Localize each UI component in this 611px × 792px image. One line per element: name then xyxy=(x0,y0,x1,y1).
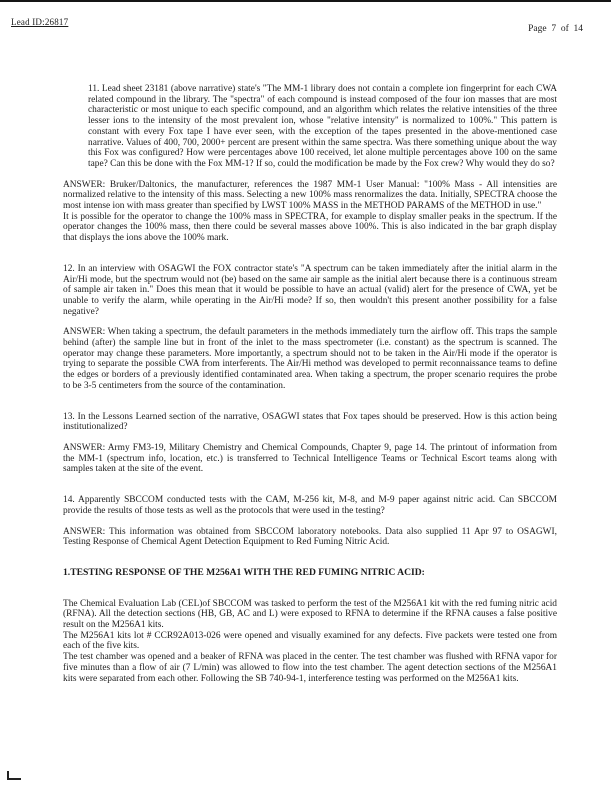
page-number: Page 7 of 14 xyxy=(528,24,583,34)
question-11: 11. Lead sheet 23181 (above narrative) state's "The MM-1 library does not contain a complete ion fingerprint for each CWA related compound in the library. The "spectra" of each compound is instead composed of the four ion masses that are most characteristic or most unique to each specific compound, and an algorithm which relates the relative intensities of the three lesser ions to the intensity of the most prevalent ion, whose "relative intensity" is normalized to 100%." This pattern is constant with every Fox tape I have ever seen, with the exception of the tapes presented in the above-mentioned case narrative. Values of 400, 700, 2000+ percent are present within the same spectra. Was there something unique about the way this Fox was configured? How were percentages above 100 received, let alone multiple percentages above 100 on the same tape? Can this be done with the Fox MM-1? If so, could the modification be made by the Fox crew? Why would they do so? xyxy=(88,84,557,169)
body-paragraph-3: The test chamber was opened and a beaker of RFNA was placed in the center. The test chamber was flushed with RFNA vapor for five minutes than a flow of air (7 L/min) was allowed to flow into the test chamber. The agent detection sections of the M256A1 kits were separated from each other. Following the SB 740-94-1, interference testing was performed on the M256A1 kits. xyxy=(63,652,557,684)
body-paragraph-1: The Chemical Evaluation Lab (CEL)of SBCCOM was tasked to perform the test of the M256A1 kit with the red fuming nitric acid (RFNA). All the detection sections (HB, GB, AC and L) were exposed to RFNA to determine if the RFNA causes a false positive result on the M256A1 kits. xyxy=(63,598,557,631)
lead-id-label: Lead ID:26817 xyxy=(11,17,69,27)
answer-11-part-2: It is possible for the operator to change the 100% mass in SPECTRA, for example to display smaller peaks in the spectrum. If the operator changes the 100% mass, then there could be several masses above 100%. This is also indicated in the bar graph display that displays the ions above the 100% mark. xyxy=(63,211,557,244)
document-body xyxy=(63,84,557,684)
question-13: 13. In the Lessons Learned section of the narrative, OSAGWI states that Fox tapes should be preserved. How is this action being institutionalized? xyxy=(63,411,557,433)
answer-13: ANSWER: Army FM3-19, Military Chemistry and Chemical Compounds, Chapter 9, page 14. The printout of information from the MM-1 (spectrum info, location, etc.) is transferred to Technical Intelligence Teams or Technical Escort teams along with samples taken at the site of the event. xyxy=(63,442,557,475)
answer-14: ANSWER: This information was obtained from SBCCOM laboratory notebooks. Data also supplied 11 Apr 97 to OSAGWI, Testing Response of Chemical Agent Detection Equipment to Red Fuming Nitric Acid. xyxy=(63,526,557,548)
question-14: 14. Apparently SBCCOM conducted tests with the CAM, M-256 kit, M-8, and M-9 paper against nitric acid. Can SBCCOM provide the results of those tests as well as the protocols that were used in the testing? xyxy=(63,495,557,516)
scan-corner-artifact xyxy=(7,771,21,780)
answer-12: ANSWER: When taking a spectrum, the default parameters in the methods immediately turn the airflow off. This traps the sample behind (after) the sample line but in front of the inlet to the mass spectrometer (i.e. constant) as the spectrum is scanned. The operator may change these parameters. More importantly, a spectrum should not to be taken in the Air/Hi mode if the operator is trying to separate the possible CWA from interferents. The Air/Hi method was developed to permit reconnaissance teams to define the edges or borders of a previously identified contaminated area. When taking a spectrum, the proper scenario requires the probe to be 3-5 centimeters from the source of the contamination. xyxy=(63,327,557,391)
body-paragraph-2: The M256A1 kits lot # CCR92A013-026 were opened and visually examined for any defects. Five packets were tested one from each of the five kits. xyxy=(63,630,557,652)
section-heading-testing-response: 1.TESTING RESPONSE OF THE M256A1 WITH THE RED FUMING NITRIC ACID: xyxy=(63,566,425,578)
scan-top-edge-artifact xyxy=(0,0,611,2)
answer-11-part-1: ANSWER: Bruker/Daltonics, the manufacturer, references the 1987 MM-1 User Manual: "100% Mass - All intensities are normalized relative to the intensity of this mass. Selecting a new 100% mass renormalizes the data. Initially, SPECTRA choose the most intense ion with mass greater than specified by LWST 100% MASS in the METHOD PARAMS of the METHOD in use." xyxy=(63,179,557,212)
question-12: 12. In an interview with OSAGWI the FOX contractor state's "A spectrum can be taken immediately after the initial alarm in the Air/Hi mode, but the spectrum would not (be) based on the same air sample as the initial alert because there is a continuous stream of sample air taken in." Does this mean that it would be possible to have an actual (valid) alert for the presence of CWA, yet be unable to verify the alarm, while operating in the Air/Hi mode? If so, then wouldn't this present another possibility for a false negative? xyxy=(63,263,557,317)
